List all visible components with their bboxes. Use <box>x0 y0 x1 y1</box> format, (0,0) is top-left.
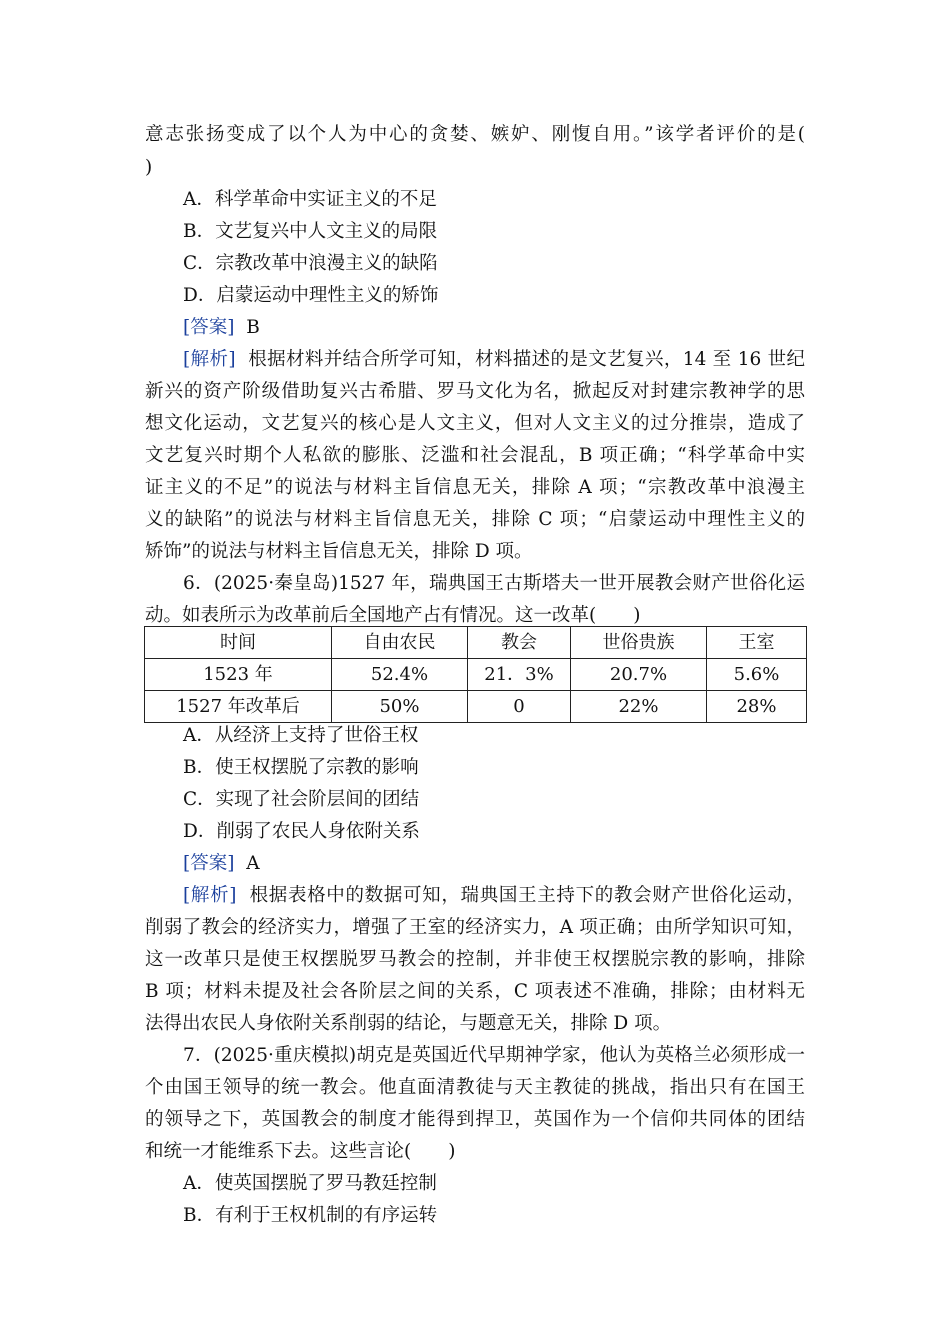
table-cell: 28% <box>707 691 807 723</box>
answer-tag: [答案] <box>183 853 235 874</box>
q6-option-d: D．削弱了农民人身依附关系 <box>183 821 420 842</box>
table-header-cell: 王室 <box>707 627 807 659</box>
table-cell: 50% <box>332 691 468 723</box>
table-header-cell: 世俗贵族 <box>571 627 707 659</box>
q4-stem-line-1: 意志张扬变成了以个人为中心的贪婪、嫉妒、刚愎自用。”该学者评价的是( <box>145 124 805 145</box>
q7-stem-line: 的领导之下，英国教会的制度才能得到捍卫，英国作为一个信仰共同体的团结 <box>145 1109 805 1130</box>
q6-stem-line-1: 6．(2025·秦皇岛)1527 年，瑞典国王古斯塔夫一世开展教会财产世俗化运 <box>183 573 805 594</box>
table-row <box>145 659 807 691</box>
table-header-cell: 时间 <box>145 627 332 659</box>
q6-stem-line-2: 动。如表所示为改革前后全国地产占有情况。这一改革( ) <box>145 605 641 626</box>
q6-answer <box>183 851 260 877</box>
q4-analysis-line: 义的缺陷”的说法与材料主旨信息无关，排除 C 项；“启蒙运动中理性主义的 <box>145 509 805 530</box>
analysis-tag: [解析] <box>183 349 236 370</box>
table-cell: 5.6% <box>707 659 807 691</box>
table-header-row <box>145 627 807 659</box>
table-cell: 20.7% <box>571 659 707 691</box>
q4-option-d: D．启蒙运动中理性主义的矫饰 <box>183 285 439 306</box>
table-cell: 0 <box>468 691 571 723</box>
table-cell: 22% <box>571 691 707 723</box>
q7-option-a: A．使英国摆脱了罗马教廷控制 <box>183 1173 437 1194</box>
table-cell: 1523 年 <box>145 659 332 691</box>
table-cell: 1527 年改革后 <box>145 691 332 723</box>
q7-stem-line-1: 7．(2025·重庆模拟)胡克是英国近代早期神学家，他认为英格兰必须形成一 <box>183 1045 805 1066</box>
q6-analysis-line: 这一改革只是使王权摆脱罗马教会的控制，并非使王权摆脱宗教的影响，排除 <box>145 949 805 970</box>
q6-analysis-line: 削弱了教会的经济实力，增强了王室的经济实力，A 项正确；由所学知识可知， <box>145 917 805 938</box>
q4-analysis-line: 矫饰”的说法与材料主旨信息无关，排除 D 项。 <box>145 541 533 562</box>
q4-stem-line-2: ) <box>145 157 153 178</box>
q6-option-c: C．实现了社会阶层间的团结 <box>183 789 420 810</box>
q7-stem-line: 个由国王领导的统一教会。他直面清教徒与天主教徒的挑战，指出只有在国王 <box>145 1077 805 1098</box>
q4-analysis-first <box>183 347 805 373</box>
q6-option-a: A．从经济上支持了世俗王权 <box>183 725 419 746</box>
q4-option-c: C．宗教改革中浪漫主义的缺陷 <box>183 253 438 274</box>
q4-analysis-line: 新兴的资产阶级借助复兴古希腊、罗马文化为名，掀起反对封建宗教神学的思 <box>145 381 805 402</box>
table-row <box>145 691 807 723</box>
q7-option-b: B．有利于王权机制的有序运转 <box>183 1205 438 1226</box>
table-header-cell: 自由农民 <box>332 627 468 659</box>
q6-analysis-line: 法得出农民人身依附关系削弱的结论，与题意无关，排除 D 项。 <box>145 1013 672 1034</box>
analysis-text: 根据表格中的数据可知，瑞典国王主持下的教会财产世俗化运动， <box>249 885 806 906</box>
q4-option-b: B．文艺复兴中人文主义的局限 <box>183 221 438 242</box>
q6-analysis-line: B 项；材料未提及社会各阶层之间的关系，C 项表述不准确，排除；由材料无 <box>145 981 805 1002</box>
q6-option-b: B．使王权摆脱了宗教的影响 <box>183 757 419 778</box>
analysis-text: 根据材料并结合所学可知，材料描述的是文艺复兴，14 至 16 世纪 <box>248 349 805 370</box>
answer-value: B <box>246 317 260 338</box>
q6-analysis-first <box>183 883 805 909</box>
q4-analysis-line: 想文化运动，文艺复兴的核心是人文主义，但对人文主义的过分推崇，造成了 <box>145 413 805 434</box>
q4-analysis-line: 文艺复兴时期个人私欲的膨胀、泛滥和社会混乱，B 项正确；“科学革命中实 <box>145 445 805 466</box>
answer-tag: [答案] <box>183 317 235 338</box>
answer-value: A <box>246 853 260 874</box>
analysis-tag: [解析] <box>183 885 237 906</box>
q4-answer <box>183 315 260 341</box>
q7-stem-line: 和统一才能维系下去。这些言论( ) <box>145 1141 456 1162</box>
table-cell: 21．3% <box>468 659 571 691</box>
table-cell: 52.4% <box>332 659 468 691</box>
q4-option-a: A．科学革命中实证主义的不足 <box>183 189 437 210</box>
table-header-cell: 教会 <box>468 627 571 659</box>
land-ownership-table <box>144 626 807 723</box>
q4-analysis-line: 证主义的不足”的说法与材料主旨信息无关，排除 A 项；“宗教改革中浪漫主 <box>145 477 805 498</box>
